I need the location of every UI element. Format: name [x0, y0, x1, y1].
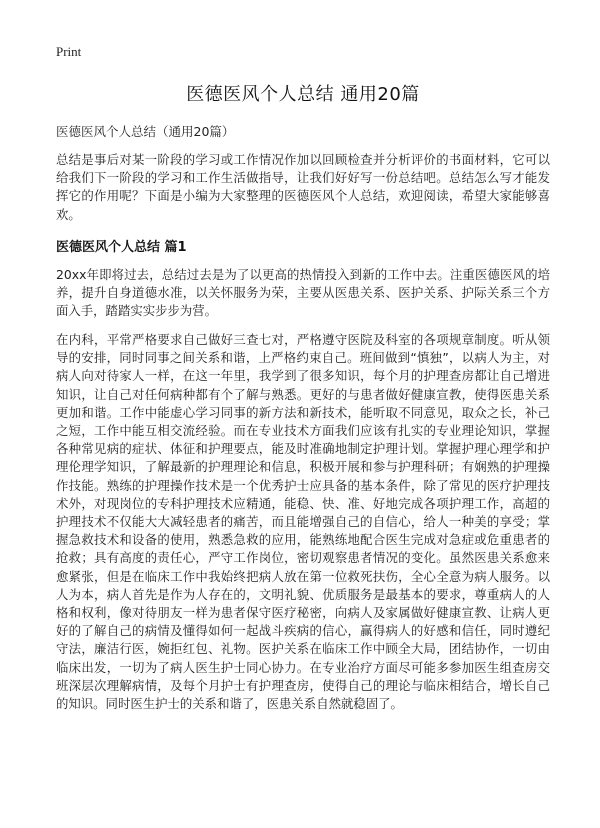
intro-paragraph: 总结是事后对某一阶段的学习或工作情况作加以回顾检查并分析评价的书面材料，它可以给我们下一阶段的学习和工作生活做指导，让我们好好写一份总结吧。总结怎么写才能发挥它的作用呢？下面是小编为大家整理的医德医风个人总结，欢迎阅读，希望大家能够喜欢。 — [56, 152, 550, 222]
page-title: 医德医风个人总结 通用20篇 — [186, 84, 420, 105]
section-heading: 医德医风个人总结 篇1 — [56, 240, 187, 255]
body-paragraph-1: 20xx年即将过去，总结过去是为了以更高的热情投入到新的工作中去。注重医德医风的培养，提升自身道德水准，以关怀服务为荣，主要从医患关系、医护关系、护际关系三个方面入手，踏踏实实步步为营。 — [56, 267, 550, 319]
document-subtitle: 医德医风个人总结（通用20篇） — [56, 124, 235, 139]
print-link[interactable]: Print — [56, 44, 82, 59]
body-paragraph-2: 在内科，平常严格要求自己做好三查七对，严格遵守医院及科室的各项规章制度。听从领导的安排，同时同事之间关系和谐，上严格约束自己。班间做到“慎独”，以病人为主，对病人向对待家人一样，在这一年里，我学到了很多知识，每个月的护理查房都让自己增进知识，让自己对任何病种都有个了解与熟悉。更好的与患者做好健康宣教，使得医患关系更加和谐。工作中能虚心学习同事的新方法和新技术，能听取不同意见，取众之长，补己之短，工作中能互相交流经验。而在专业技术方面我们应该有扎实的专业理论知识，掌握各种常见病的症状、体征和护理要点，能及时准确地制定护理计划。掌握护理心理学和护理伦理学知识，了解最新的护理理论和信息，积极开展和参与护理科研；有娴熟的护理操作技能。熟练的护理操作技术是一个优秀护士应具备的基本条件，除了常见的医疗护理技术外，对现岗位的专科护理技术应精通，能稳、快、准、好地完成各项护理工作，高超的护理技术不仅能大大减轻患者的痛苦，而且能增强自己的自信心，给人一种美的享受；掌握急救技术和设备的使用，熟悉急救的应用，能熟练地配合医生完成对急症或危重患者的抢救；具有高度的责任心，严守工作岗位，密切观察患者情况的变化。虽然医患关系愈来愈紧张，但是在临床工作中我始终把病人放在第一位救死扶伤，全心全意为病人服务。以人为本，病人首先是作为人存在的，文明礼貌、优质服务是最基本的要求，尊重病人的人格和权利，像对待朋友一样为患者保守医疗秘密，向病人及家属做好健康宣教、让病人更好的了解自己的病情及懂得如何一起战斗疾病的信心，赢得病人的好感和信任，同时遵纪守法，廉洁行医，婉拒红包、礼物。医护关系在临床工作中顾全大局，团结协作，一切由临床出发，一切为了病人医生护士同心协力。在专业治疗方面尽可能多参加医生组查房交班深层次理解病情，及每个月护士有护理查房，使得自己的理论与临床相结合，增长自己的知识。同时医生护士的关系和谐了，医患关系自然就稳固了。 — [56, 332, 550, 712]
